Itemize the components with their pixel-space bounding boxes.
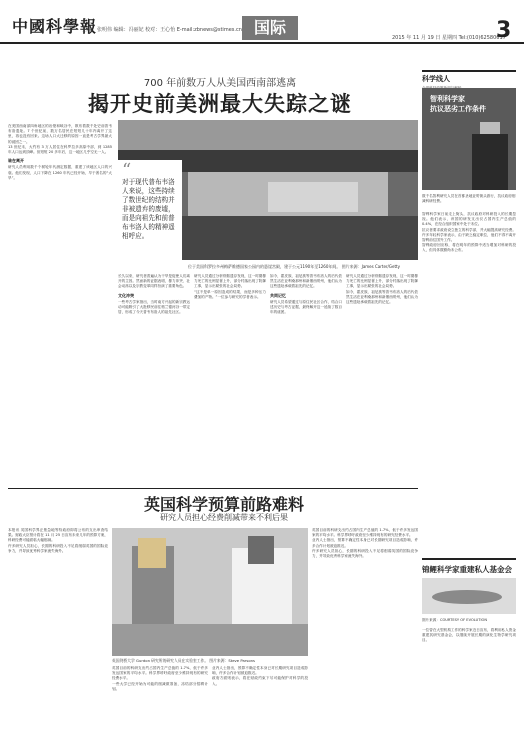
paragraph: 许多研究人员担心，长期的科研投入不足将削弱英国的国际竞争力，并导致优秀科学家流失海外。	[8, 543, 108, 553]
article2-subheadline: 研究人员担心经费削减带来不利后果	[160, 513, 288, 522]
subhead: 谁在离开	[8, 158, 24, 164]
article2-column-1	[8, 528, 108, 748]
quote-mark-icon: “	[122, 160, 132, 181]
article2-headline: 英国科学预算前路难料	[143, 495, 304, 514]
article1-column-5	[346, 274, 418, 484]
paragraph: 业内人士指出，预算不确定性本身已对长期研究项目造成影响，许多合作计划被迫推迟。	[212, 666, 308, 676]
subhead: 共同记忆	[270, 292, 286, 298]
photo-caption: 数千名智利研究人员在首都圣地亚哥街头游行，抗议政府削减科研经费。	[422, 194, 516, 203]
sidebar-body	[422, 212, 516, 552]
newspaper-logo: 中國科學報	[12, 17, 98, 36]
fish-icon	[432, 590, 502, 604]
paragraph: 如今，霍皮族、祖尼族等普韦布洛人的后代依然生活在亚利桑那州和新墨西哥州，他们认为这些遗址承载着祖先的记忆。	[346, 289, 418, 305]
page-number: 3	[496, 18, 512, 43]
paragraph: 一位曾在大型机构工作的科学家近日宣布，将利用私人资金重建其研究基金会，以继续开展长期的演化生物学研究项目。	[422, 628, 516, 643]
paragraph: 如今，霍皮族、祖尼族等普韦布洛人的后代依然生活在亚利桑那州和新墨西哥州，他们认为这些遗址承载着祖先的记忆。	[270, 274, 342, 289]
protest-photo	[422, 88, 516, 190]
sidebar	[422, 48, 516, 748]
article1-column-4	[270, 274, 342, 484]
paragraph: 一些考古学家指出，当时南方兴起的新宗教运动可能吸引了大批移民前往格兰德河谷一带定居，形成了今天普韦布洛人的祖先社区。	[118, 299, 190, 315]
masthead	[0, 0, 524, 44]
article1-column-2	[118, 274, 190, 484]
paragraph: 智利政府回应称，将在明年的预算中适当增加对科研的投入，但具体数额尚未公布。	[422, 243, 516, 253]
photo-caption: 图片来源：COURTESY OF EVOLUTION	[422, 618, 488, 622]
paragraph: 13 世纪末，大约有 3 万人居住在科罗拉多高原中部，到 1285 年人口达到顶峰。但短短 20 多年后，这一地区几乎空无一人。	[8, 144, 112, 155]
paragraph: 许多研究人员担心，长期的科研投入不足将削弱英国的国际竞争力，并导致优秀科学家流失海外。	[312, 548, 418, 559]
sidebar-photo-title: 抗议恶劣工作条件	[430, 105, 486, 113]
article1-headline: 揭开史前美洲最大失踪之谜	[88, 91, 352, 116]
paragraph: 智利科学家日前走上街头，抗议政府对科研投入的长期忽视。他们表示，该国的研发支出仅占国内生产总值的 0.4%，在经合组织国家中处于末位。	[422, 212, 516, 227]
paragraph: 英国目前的科研支出约占国内生产总值的 1.7%，低于许多发达国家的平均水平。科学界呼吁政府至少维持现有的研究经费水平。	[312, 528, 418, 538]
editor-info: 主编：张明伟 编辑：冯丽妃 校对：王心怡 E-mail:zbnews@stimes.cn	[82, 27, 242, 33]
section-tab: 国际	[242, 16, 298, 40]
paragraph: 研究人员通过分析骨骼遗存发现，这一时期暴力死亡的比例显著上升，部分村落出现了防御工事，显示出紧张的社会局势。	[194, 274, 266, 289]
article2-column-4	[312, 528, 418, 748]
pull-quote-text: 对于现代普布韦洛人来说，这些持续了数世纪的结构并非被遗弃的废墟，而是向祖先和前普布韦洛人的精神遥相呼应。	[122, 178, 175, 240]
paragraph: 研究人员通过分析骨骼遗存发现，这一时期暴力死亡的比例显著上升，部分村落出现了防御工事，显示出紧张的社会局势。	[346, 274, 418, 289]
sidebar-headline-2: 锦鲤科学家重建私人基金会	[422, 558, 516, 575]
paragraph: 英国目前的科研支出约占国内生产总值的 1.7%，低于许多发达国家的平均水平。科学界呼吁政府至少维持现有的研究经费水平。	[112, 666, 208, 681]
sidebar-photo-title: 智利科学家	[430, 95, 465, 103]
paragraph: 业内人士指出，预算不确定性本身已对长期研究项目造成影响，许多合作计划被迫推迟。	[312, 538, 418, 548]
article1-column-1	[8, 124, 112, 484]
subhead: 文化冲突	[118, 292, 134, 298]
article1-column-3	[194, 274, 266, 484]
article1-kicker: 700 年前数万人从美国西南部逃离	[143, 78, 297, 89]
pull-quote	[118, 160, 182, 260]
paragraph: 研究人员希望通过与原住民社区合作，结合口述历史与考古证据，最终解开这一延续了数百年的谜团。	[270, 299, 342, 315]
koi-photo	[422, 578, 516, 614]
paragraph: 本报讯 英国科学界正焦急地等待政府即将公布的支出审查结果。财政大臣预计将在 11 月 25 日宣布未来几年的预算方案，科研经费可能面临大幅削减。	[8, 528, 108, 543]
issue-date: 2015 年 11 月 19 日 星期四 Tel:(010)62580617	[392, 35, 506, 41]
article2-column-3	[212, 666, 308, 748]
paragraph: “这不是单一原因造成的结果，而是多种压力叠加的产物。”一位参与研究的学者表示。	[194, 289, 266, 299]
paragraph: 政府方面则表示，将在财政约束下尽可能保护对科学的投入。	[212, 676, 308, 686]
article2-column-2	[112, 666, 208, 748]
paragraph: 在美国西南部四角地区的岩壁和峡谷中，散布着数千处史前普韦布洛遗址。7 个世纪前，数万名居民在短短几十年内离开了这里，再也没有回来。这场人口大迁移的原因一直是考古学界最大的谜团之一。	[8, 124, 112, 144]
section-divider	[8, 488, 418, 489]
paragraph: 研究人员利用数千个树轮年代测定数据，重建了该地区人口的兴衰。他们发现，人口下降在 1260 年代已经开始，早于著名的“大旱”。	[8, 165, 112, 180]
sidebar-section-label: 科学线人	[422, 70, 516, 84]
paragraph: 长久以来，研究者普遍认为干旱是促使人们离开的主因。然而新的证据表明，暴力冲突、社会动荡以及宗教变革同样扮演了重要角色。	[118, 274, 190, 289]
paragraph: 一些大学已经开始为可能的削减做准备，冻结部分招聘计划。	[112, 681, 208, 691]
sidebar-body-2	[422, 628, 516, 748]
paragraph: 抗议者要求政府设立独立的科学部，并大幅提高研究经费。许多年轻科学家表示，由于缺乏稳定职位，他们不得不离开智利前往国外工作。	[422, 227, 516, 243]
photo-caption: 位于美国科罗拉多州梅萨维德国家公园内的悬崖宫殿，建于公元1190年至1260年间。 图片来源：James Carter/Getty	[188, 264, 400, 269]
lab-photo	[112, 528, 308, 656]
photo-caption: 英国剑桥大学 Gurdon 研究所的研究人员在实验室工作。 图片来源：Steve Parsons	[112, 658, 256, 663]
